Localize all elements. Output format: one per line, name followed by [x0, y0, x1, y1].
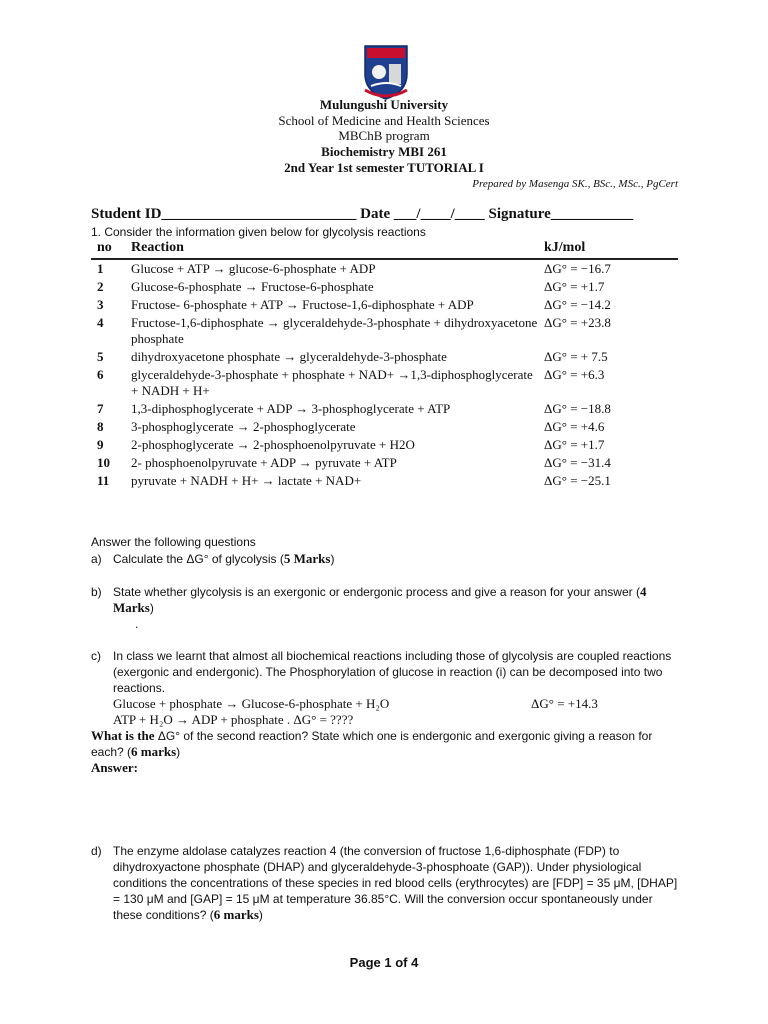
row-dg: ΔG° = −25.1 — [544, 473, 611, 488]
row-dg: ΔG° = + 7.5 — [544, 349, 608, 364]
question-d-text: The enzyme aldolase catalyzes reaction 4 (the conversion of fructose 1,6-diphosphate (FDP) to dihydroxyactone phosphate (DHAP) and glyceraldehyde-3-phosphoate (GAP)). Under physiological conditions the concentrations of these species in red blood cells (erythrocytes) are [FDP] = 35 μM, [DHAP] = 130 μM and [GAP] = 15 μM at temperature 36.85°C. Will the conversion occur spontaneously under these conditions? ( — [113, 844, 678, 922]
row-dg: ΔG° = +4.6 — [544, 419, 605, 434]
table-row — [91, 348, 678, 366]
header-no: no — [91, 238, 131, 259]
question-c-what: What is the — [91, 728, 155, 743]
question-c-marks: 6 marks — [131, 744, 177, 759]
question-c-eq1-dg: ΔG° = +14.3 — [531, 696, 598, 711]
header-reaction: Reaction — [131, 238, 544, 259]
row-no: 10 — [97, 455, 110, 470]
row-reaction: 3-phosphoglycerate → 2-phosphoglycerate — [131, 419, 356, 434]
row-no: 1 — [97, 261, 104, 276]
question-c-close: ) — [176, 745, 181, 759]
question-a-close: ) — [330, 552, 335, 566]
row-dg: ΔG° = +23.8 — [544, 315, 611, 330]
row-dg: ΔG° = +6.3 — [544, 367, 605, 382]
question-d — [91, 843, 681, 923]
row-dg: ΔG° = −18.8 — [544, 401, 611, 416]
table-row — [91, 259, 678, 278]
question-a — [91, 551, 681, 567]
answer-label: Answer: — [91, 760, 138, 775]
row-reaction: 1,3-diphosphoglycerate + ADP → 3-phosphoglycerate + ATP — [131, 401, 451, 416]
row-no: 4 — [97, 315, 104, 330]
row-no: 8 — [97, 419, 104, 434]
question-c-label: c) — [91, 649, 101, 663]
table-row — [91, 472, 678, 490]
reactions-table — [91, 238, 678, 490]
table-row — [91, 400, 678, 418]
row-reaction: 2- phosphoenolpyruvate + ADP → pyruvate + ATP — [131, 455, 397, 470]
question-c-eq1-row — [113, 696, 681, 712]
question-b — [91, 584, 681, 632]
question-c-eq2: ATP + H₂O → ADP + phosphate . ΔG° = ???? — [113, 712, 354, 727]
question-d-close: ) — [258, 908, 263, 922]
row-reaction: dihydroxyacetone phosphate → glyceraldehyde-3-phosphate — [131, 349, 447, 364]
row-no: 6 — [97, 367, 104, 382]
question-c-question: ΔG° of the second reaction? State which one is endergonic and exergonic giving a reason for each? ( — [91, 729, 653, 759]
row-no: 2 — [97, 279, 104, 294]
row-dg: ΔG° = +1.7 — [544, 279, 605, 294]
row-no: 9 — [97, 437, 104, 452]
table-row — [91, 296, 678, 314]
question-b-close: ) — [149, 601, 154, 615]
question-b-marks: 4 Marks — [113, 584, 647, 615]
table-header-row — [91, 238, 678, 259]
question-a-text: Calculate the ΔG° of glycolysis ( — [113, 552, 284, 566]
program-name: MBChB program — [338, 128, 430, 143]
table-row — [91, 278, 678, 296]
row-reaction: pyruvate + NADH + H+ → lactate + NAD+ — [131, 473, 362, 488]
row-reaction: glyceraldehyde-3-phosphate + phosphate + NAD+ →1,3-diphosphoglycerate + NADH + H+ — [131, 367, 533, 398]
table-intro: 1. Consider the information given below for glycolysis reactions — [91, 225, 426, 239]
student-info-line: Student ID__________________________ Date ___/____/____ Signature___________ — [91, 206, 634, 222]
row-dg: ΔG° = −14.2 — [544, 297, 611, 312]
row-no: 5 — [97, 349, 104, 364]
row-reaction: Fructose- 6-phosphate + ATP → Fructose-1,6-diphosphate + ADP — [131, 297, 474, 312]
question-b-dot: . — [135, 617, 139, 631]
row-no: 11 — [97, 473, 110, 488]
question-b-label: b) — [91, 585, 102, 599]
table-row — [91, 314, 678, 348]
table-row — [91, 418, 678, 436]
table-row — [91, 436, 678, 454]
question-d-label: d) — [91, 844, 102, 858]
question-c-eq1: Glucose + phosphate → Glucose-6-phosphate + H₂O — [113, 696, 390, 711]
row-reaction: Fructose-1,6-diphosphate → glyceraldehyde-3-phosphate + dihydroxyacetone phosphate — [131, 315, 538, 346]
questions-intro: Answer the following questions — [91, 535, 256, 549]
prepared-by: Prepared by Masenga SK., BSc., MSc., PgCert — [472, 178, 678, 190]
row-reaction: Glucose-6-phosphate → Fructose-6-phosphate — [131, 279, 374, 294]
page-number: Page 1 of 4 — [349, 955, 419, 970]
question-c-text: In class we learnt that almost all biochemical reactions including those of glycolysis are coupled reactions (exergonic and endergonic). The Phosphorylation of glucose in reaction (i) can be decomposed into two reactions. — [113, 649, 672, 695]
row-dg: ΔG° = −31.4 — [544, 455, 611, 470]
school-name: School of Medicine and Health Sciences — [278, 113, 490, 128]
row-dg: ΔG° = −16.7 — [544, 261, 611, 276]
question-c — [91, 648, 681, 776]
table-row — [91, 454, 678, 472]
header-kjmol: kJ/mol — [544, 238, 678, 259]
question-b-text: State whether glycolysis is an exergonic or endergonic process and give a reason for your answer ( — [113, 585, 640, 599]
row-dg: ΔG° = +1.7 — [544, 437, 605, 452]
row-no: 7 — [97, 401, 104, 416]
university-name: Mulungushi University — [319, 97, 449, 112]
question-d-marks: 6 marks — [213, 907, 259, 922]
tutorial-title: 2nd Year 1st semester TUTORIAL I — [284, 160, 484, 175]
row-no: 3 — [97, 297, 104, 312]
course-name: Biochemistry MBI 261 — [321, 144, 447, 159]
question-a-marks: 5 Marks — [283, 551, 331, 566]
question-a-label: a) — [91, 552, 102, 566]
row-reaction: 2-phosphoglycerate → 2-phosphoenolpyruvate + H2O — [131, 437, 415, 452]
university-logo — [361, 44, 411, 100]
row-reaction: Glucose + ATP → glucose-6-phosphate + ADP — [131, 261, 376, 276]
table-row — [91, 366, 678, 400]
